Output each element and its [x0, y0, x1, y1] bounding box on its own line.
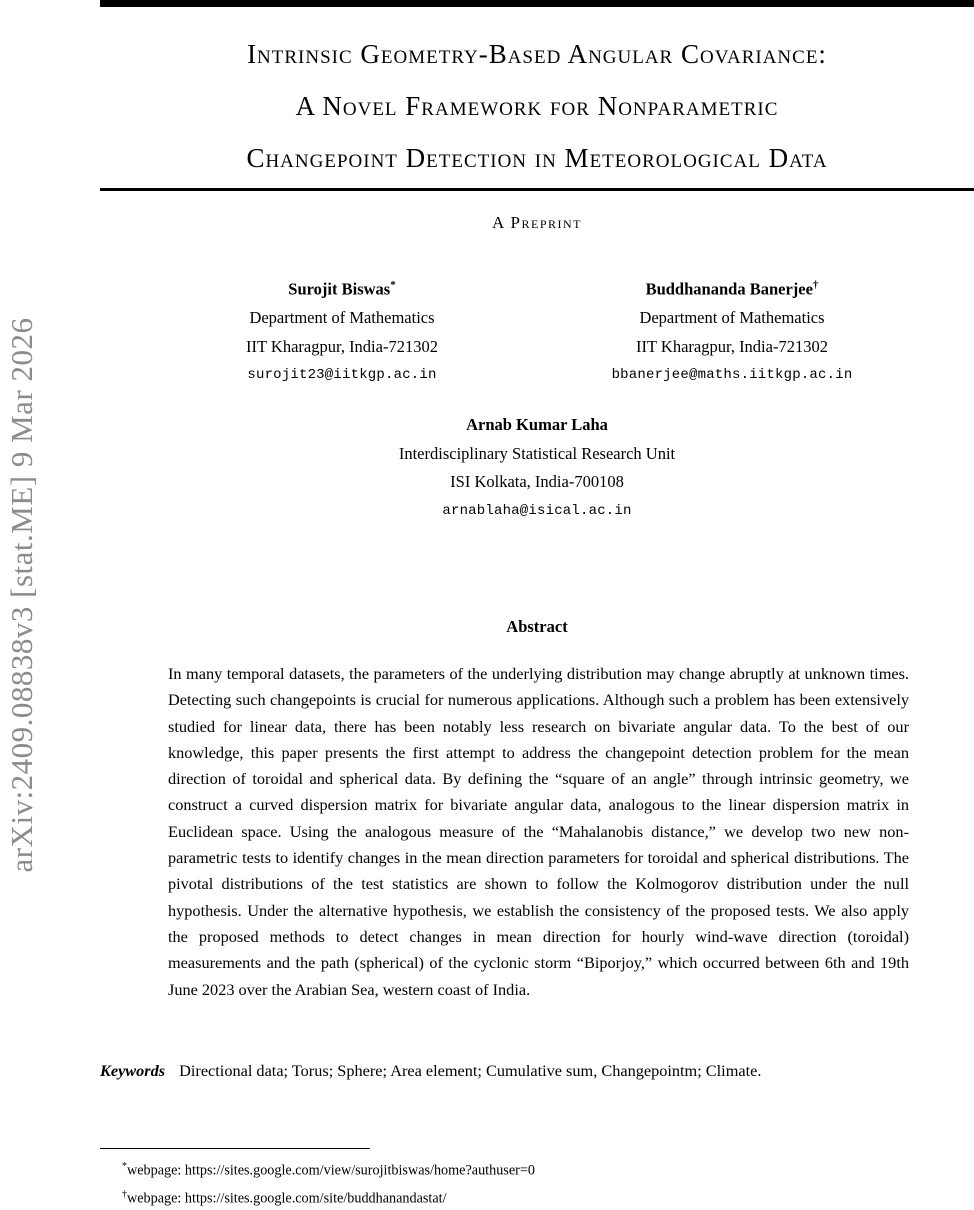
footnote-marker: * [122, 1161, 127, 1172]
author-email-link[interactable]: bbanerjee@maths.iitkgp.ac.in [611, 367, 853, 383]
paper-title-line-1: Intrinsic Geometry-Based Angular Covariance: [247, 39, 827, 69]
author-department: Interdisciplinary Statistical Research Unit [398, 443, 676, 463]
footnote-link-text[interactable]: webpage: https://sites.google.com/view/surojitbiswas/home?authuser=0 [127, 1162, 535, 1179]
top-rule-divider [100, 0, 974, 7]
author-email-link[interactable]: arnablaha@isical.ac.in [442, 502, 632, 519]
abstract-heading: Abstract [506, 617, 568, 636]
page-content [100, 0, 974, 1207]
author-name-text: Buddhananda Banerjee [645, 279, 813, 299]
author-email-link[interactable]: surojit23@iitkgp.ac.in [247, 367, 437, 383]
keywords-label: Keywords [100, 1061, 166, 1080]
author-institution: ISI Kolkata, India-700108 [450, 472, 624, 491]
preprint-label: A Preprint [491, 213, 583, 232]
author-block-3 [287, 411, 787, 525]
footnote-marker: † [122, 1188, 127, 1200]
author-institution: IIT Kharagpur, India-721302 [246, 336, 438, 356]
footnote-2 [100, 1183, 974, 1210]
footnote-divider [100, 1148, 370, 1149]
arxiv-watermark: arXiv:2409.08838v3 [stat.ME] 9 Mar 2026 [4, 317, 39, 873]
author-row-center [100, 411, 974, 525]
paper-title-line-2: A Novel Framework for Nonparametric [295, 91, 779, 121]
author-name [537, 271, 927, 304]
footnote-block [100, 1148, 974, 1210]
author-marker: † [812, 279, 819, 291]
keywords-line [100, 1061, 974, 1081]
author-department: Department of Mathematics [249, 308, 435, 327]
author-department: Department of Mathematics [639, 308, 825, 327]
author-name-text: Surojit Biswas [288, 279, 391, 299]
author-name [147, 271, 537, 304]
author-row [100, 271, 974, 390]
paper-title [100, 28, 974, 184]
keywords-text: Directional data; Torus; Sphere; Area element; Cumulative sum, Changepointm; Climate. [179, 1061, 762, 1080]
paper-title-line-3: Changepoint Detection in Meteorological Data [246, 143, 828, 173]
author-name [287, 411, 787, 440]
author-block-1 [147, 271, 537, 390]
author-name-text: Arnab Kumar Laha [466, 415, 608, 434]
footnote-link-text[interactable]: webpage: https://sites.google.com/site/buddhanandastat/ [127, 1190, 447, 1207]
abstract-text: In many temporal datasets, the parameters of the underlying distribution may change abruptly at unknown times. Detecting such changepoints is crucial for numerous applications. Although such a problem has been extensively studied for linear data, there has been notably less research on bivariate angular data. To the best of our knowledge, this paper presents the first attempt to address the changepoint detection problem for the mean direction of toroidal and spherical data. By defining the “square of an angle” through intrinsic geometry, we construct a curved dispersion matrix for bivariate angular data, analogous to the linear dispersion matrix in Euclidean space. Using the analogous measure of the “Mahalanobis distance,” we develop two new non-parametric tests to identify changes in the mean direction parameters for toroidal and spherical distributions. The pivotal distributions of the test statistics are shown to follow the Kolmogorov distribution under the null hypothesis. Under the alternative hypothesis, we establish the consistency of the proposed tests. We also apply the proposed methods to detect changes in mean direction for hourly wind-wave direction (toroidal) measurements and the path (spherical) of the cyclonic storm “Biporjoy,” which occurred between 6th and 19th June 2023 over the Arabian Sea, western coast of India. [168, 664, 909, 999]
author-institution: IIT Kharagpur, India-721302 [636, 336, 828, 356]
author-marker: * [390, 279, 396, 291]
footnote-1 [100, 1155, 974, 1183]
title-rule-divider [100, 188, 974, 191]
author-block-2 [537, 271, 927, 390]
